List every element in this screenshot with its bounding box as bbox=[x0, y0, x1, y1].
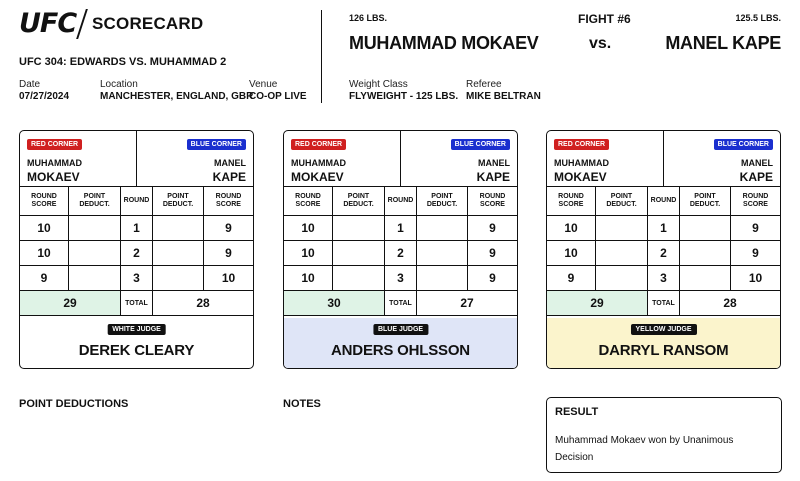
round-header bbox=[121, 187, 153, 215]
blue-corner-panel bbox=[401, 131, 518, 186]
blue-corner-badge: BLUE CORNER bbox=[714, 139, 773, 150]
result-box bbox=[546, 397, 782, 473]
judge-area bbox=[284, 318, 517, 369]
blue-corner-badge: BLUE CORNER bbox=[451, 139, 510, 150]
round-number: 2 bbox=[121, 241, 153, 265]
red-point-deduction bbox=[333, 266, 385, 290]
blue-round-score-header bbox=[204, 187, 253, 215]
round-number: 3 bbox=[385, 266, 417, 290]
blue-round-score: 10 bbox=[221, 271, 236, 285]
red-round-score-header-line-1: ROUND bbox=[295, 193, 321, 200]
blue-point-deduction bbox=[153, 241, 204, 265]
red-point-deduction bbox=[596, 241, 648, 265]
round-number: 3 bbox=[121, 266, 153, 290]
round-header-line-1: ROUND bbox=[387, 197, 414, 204]
blue-point-deduction bbox=[680, 266, 731, 290]
corner-header bbox=[20, 131, 253, 187]
red-corner-badge: RED CORNER bbox=[27, 139, 82, 150]
blue-point-deduct-header-line-1: POINT bbox=[167, 193, 189, 200]
red-point-deduction bbox=[333, 241, 385, 265]
total-row bbox=[20, 291, 253, 316]
red-round-score-header-line-2: SCORE bbox=[31, 201, 57, 208]
red-total-score: 29 bbox=[547, 291, 648, 315]
blue-total-score: 27 bbox=[460, 296, 474, 310]
date-label: Date bbox=[19, 79, 41, 90]
blue-point-deduction bbox=[417, 216, 468, 240]
judge-badge: YELLOW JUDGE bbox=[630, 324, 696, 335]
red-round-score-header bbox=[20, 187, 69, 215]
blue-point-deduction bbox=[417, 241, 468, 265]
red-round-score-header bbox=[547, 187, 596, 215]
result-text: Muhammad Mokaev won by Unanimous Decision bbox=[555, 435, 734, 463]
red-first-name: MUHAMMAD bbox=[27, 158, 82, 168]
blue-point-deduction bbox=[153, 216, 204, 240]
red-first-name: MUHAMMAD bbox=[291, 158, 346, 168]
blue-last-name: KAPE bbox=[739, 170, 773, 184]
score-grid bbox=[20, 187, 253, 316]
location-label: Location bbox=[100, 79, 138, 90]
total-label: TOTAL bbox=[385, 291, 417, 315]
red-last-name: MOKAEV bbox=[291, 170, 344, 184]
weight-class-label: Weight Class bbox=[349, 79, 408, 90]
blue-round-score: 9 bbox=[225, 221, 232, 235]
red-round-score-header bbox=[284, 187, 333, 215]
blue-round-score-header bbox=[731, 187, 780, 215]
blue-point-deduct-header-line-1: POINT bbox=[431, 193, 453, 200]
red-point-deduct-header-line-1: POINT bbox=[347, 193, 370, 200]
red-round-score: 10 bbox=[284, 241, 333, 265]
blue-point-deduction bbox=[153, 266, 204, 290]
blue-fighter-name: MANEL KAPE bbox=[665, 33, 781, 53]
score-grid-header bbox=[20, 187, 253, 216]
vs-label: vs. bbox=[589, 35, 612, 52]
table-row bbox=[284, 216, 517, 241]
blue-last-name: KAPE bbox=[476, 170, 510, 184]
red-round-score: 10 bbox=[547, 216, 596, 240]
red-point-deduct-header-line-1: POINT bbox=[610, 193, 633, 200]
page-title: SCORECARD bbox=[92, 14, 204, 33]
location-value: MANCHESTER, ENGLAND, GBR bbox=[100, 91, 254, 102]
blue-round-score-header-line-2: SCORE bbox=[480, 201, 505, 208]
round-header-line-1: ROUND bbox=[650, 197, 677, 204]
red-round-score: 10 bbox=[284, 216, 333, 240]
red-corner-panel bbox=[284, 131, 401, 186]
blue-round-score: 9 bbox=[752, 246, 759, 260]
blue-total-score: 28 bbox=[723, 296, 737, 310]
blue-point-deduction bbox=[680, 216, 731, 240]
red-round-score-header-line-2: SCORE bbox=[295, 201, 321, 208]
red-point-deduction bbox=[596, 266, 648, 290]
table-row bbox=[547, 266, 780, 291]
judge-name: DEREK CLEARY bbox=[78, 342, 195, 359]
score-grid-header bbox=[284, 187, 517, 216]
total-label: TOTAL bbox=[121, 291, 153, 315]
date-value: 07/27/2024 bbox=[19, 91, 70, 102]
red-point-deduction bbox=[596, 216, 648, 240]
judge-badge: WHITE JUDGE bbox=[107, 324, 166, 335]
blue-round-score-header-line-1: ROUND bbox=[215, 193, 242, 200]
red-point-deduction bbox=[69, 266, 121, 290]
red-round-score: 10 bbox=[20, 241, 69, 265]
blue-point-deduct-header-line-2: DEDUCT. bbox=[162, 201, 194, 208]
blue-point-deduct-header-line-2: DEDUCT. bbox=[689, 201, 721, 208]
blue-round-score: 9 bbox=[489, 221, 496, 235]
blue-point-deduct-header bbox=[153, 187, 204, 215]
blue-point-deduct-header bbox=[680, 187, 731, 215]
round-header bbox=[385, 187, 417, 215]
score-grid bbox=[284, 187, 517, 316]
table-row bbox=[20, 266, 253, 291]
total-row bbox=[547, 291, 780, 316]
red-last-name: MOKAEV bbox=[27, 170, 80, 184]
blue-round-score-header-line-2: SCORE bbox=[216, 201, 241, 208]
blue-corner-panel bbox=[137, 131, 254, 186]
notes-title: NOTES bbox=[283, 398, 321, 410]
red-first-name: MUHAMMAD bbox=[554, 158, 609, 168]
blue-round-score-header-line-1: ROUND bbox=[479, 193, 506, 200]
red-fighter-name: MUHAMMAD MOKAEV bbox=[349, 33, 539, 53]
judge-area bbox=[547, 318, 780, 369]
red-round-score: 9 bbox=[20, 266, 69, 290]
round-header bbox=[648, 187, 680, 215]
judge-name: DARRYL RANSOM bbox=[598, 342, 729, 359]
red-corner-panel bbox=[547, 131, 664, 186]
blue-corner-badge: BLUE CORNER bbox=[187, 139, 246, 150]
blue-total-score: 28 bbox=[196, 296, 210, 310]
point-deductions-title: POINT DEDUCTIONS bbox=[19, 398, 129, 410]
red-round-score-header-line-1: ROUND bbox=[558, 193, 584, 200]
red-round-score-header-line-2: SCORE bbox=[558, 201, 584, 208]
blue-round-score: 9 bbox=[489, 271, 496, 285]
table-row bbox=[20, 241, 253, 266]
header-divider bbox=[321, 10, 322, 103]
event-title: UFC 304: EDWARDS VS. MUHAMMAD 2 bbox=[19, 56, 227, 68]
ufc-logo: UFC bbox=[19, 8, 77, 39]
blue-weight: 125.5 LBS. bbox=[735, 13, 781, 23]
red-point-deduction bbox=[333, 216, 385, 240]
blue-round-score-header bbox=[468, 187, 517, 215]
red-corner-badge: RED CORNER bbox=[554, 139, 609, 150]
table-row bbox=[547, 241, 780, 266]
blue-point-deduct-header bbox=[417, 187, 468, 215]
round-number: 1 bbox=[648, 216, 680, 240]
table-row bbox=[20, 216, 253, 241]
blue-point-deduct-header-line-1: POINT bbox=[694, 193, 716, 200]
round-number: 2 bbox=[385, 241, 417, 265]
red-weight: 126 LBS. bbox=[349, 13, 388, 23]
red-total-score: 30 bbox=[284, 291, 385, 315]
judge-area bbox=[20, 318, 253, 369]
score-grid bbox=[547, 187, 780, 316]
red-point-deduct-header-line-2: DEDUCT. bbox=[343, 201, 374, 208]
referee-label: Referee bbox=[466, 79, 502, 90]
blue-round-score: 10 bbox=[748, 271, 763, 285]
blue-round-score: 9 bbox=[752, 221, 759, 235]
blue-first-name: MANEL bbox=[741, 158, 773, 168]
round-number: 1 bbox=[385, 216, 417, 240]
round-number: 2 bbox=[648, 241, 680, 265]
venue-value: CO-OP LIVE bbox=[249, 91, 307, 102]
score-grid-header bbox=[547, 187, 780, 216]
blue-point-deduction bbox=[417, 266, 468, 290]
round-header-line-1: ROUND bbox=[123, 197, 150, 204]
result-title: RESULT bbox=[555, 406, 599, 418]
judge-card-1 bbox=[19, 130, 254, 369]
referee-value: MIKE BELTRAN bbox=[466, 91, 541, 102]
corner-header bbox=[547, 131, 780, 187]
blue-point-deduct-header-line-2: DEDUCT. bbox=[426, 201, 458, 208]
logo-divider bbox=[76, 9, 88, 39]
weight-class-value: FLYWEIGHT - 125 LBS. bbox=[349, 91, 459, 102]
blue-first-name: MANEL bbox=[478, 158, 510, 168]
red-point-deduct-header-line-2: DEDUCT. bbox=[606, 201, 637, 208]
red-point-deduct-header-line-1: POINT bbox=[83, 193, 106, 200]
blue-round-score-header-line-2: SCORE bbox=[743, 201, 768, 208]
red-round-score: 10 bbox=[20, 216, 69, 240]
corner-header bbox=[284, 131, 517, 187]
table-row bbox=[284, 266, 517, 291]
red-point-deduct-header-line-2: DEDUCT. bbox=[79, 201, 110, 208]
judge-card-2 bbox=[283, 130, 518, 369]
judge-badge: BLUE JUDGE bbox=[373, 324, 428, 335]
red-point-deduct-header bbox=[333, 187, 385, 215]
red-round-score-header-line-1: ROUND bbox=[31, 193, 57, 200]
total-row bbox=[284, 291, 517, 316]
fight-number: FIGHT #6 bbox=[578, 12, 631, 26]
red-corner-panel bbox=[20, 131, 137, 186]
venue-label: Venue bbox=[249, 79, 278, 90]
judge-name: ANDERS OHLSSON bbox=[331, 342, 470, 359]
red-last-name: MOKAEV bbox=[554, 170, 607, 184]
red-round-score: 10 bbox=[547, 241, 596, 265]
red-point-deduct-header bbox=[596, 187, 648, 215]
blue-round-score: 9 bbox=[225, 246, 232, 260]
round-number: 1 bbox=[121, 216, 153, 240]
red-point-deduction bbox=[69, 241, 121, 265]
table-row bbox=[547, 216, 780, 241]
blue-round-score-header-line-1: ROUND bbox=[742, 193, 769, 200]
blue-round-score: 9 bbox=[489, 246, 496, 260]
red-point-deduction bbox=[69, 216, 121, 240]
table-row bbox=[284, 241, 517, 266]
red-round-score: 10 bbox=[284, 266, 333, 290]
blue-corner-panel bbox=[664, 131, 781, 186]
red-corner-badge: RED CORNER bbox=[291, 139, 346, 150]
red-round-score: 9 bbox=[547, 266, 596, 290]
blue-first-name: MANEL bbox=[214, 158, 246, 168]
red-total-score: 29 bbox=[20, 291, 121, 315]
red-point-deduct-header bbox=[69, 187, 121, 215]
blue-last-name: KAPE bbox=[212, 170, 246, 184]
judge-card-3 bbox=[546, 130, 781, 369]
total-label: TOTAL bbox=[648, 291, 680, 315]
blue-point-deduction bbox=[680, 241, 731, 265]
round-number: 3 bbox=[648, 266, 680, 290]
